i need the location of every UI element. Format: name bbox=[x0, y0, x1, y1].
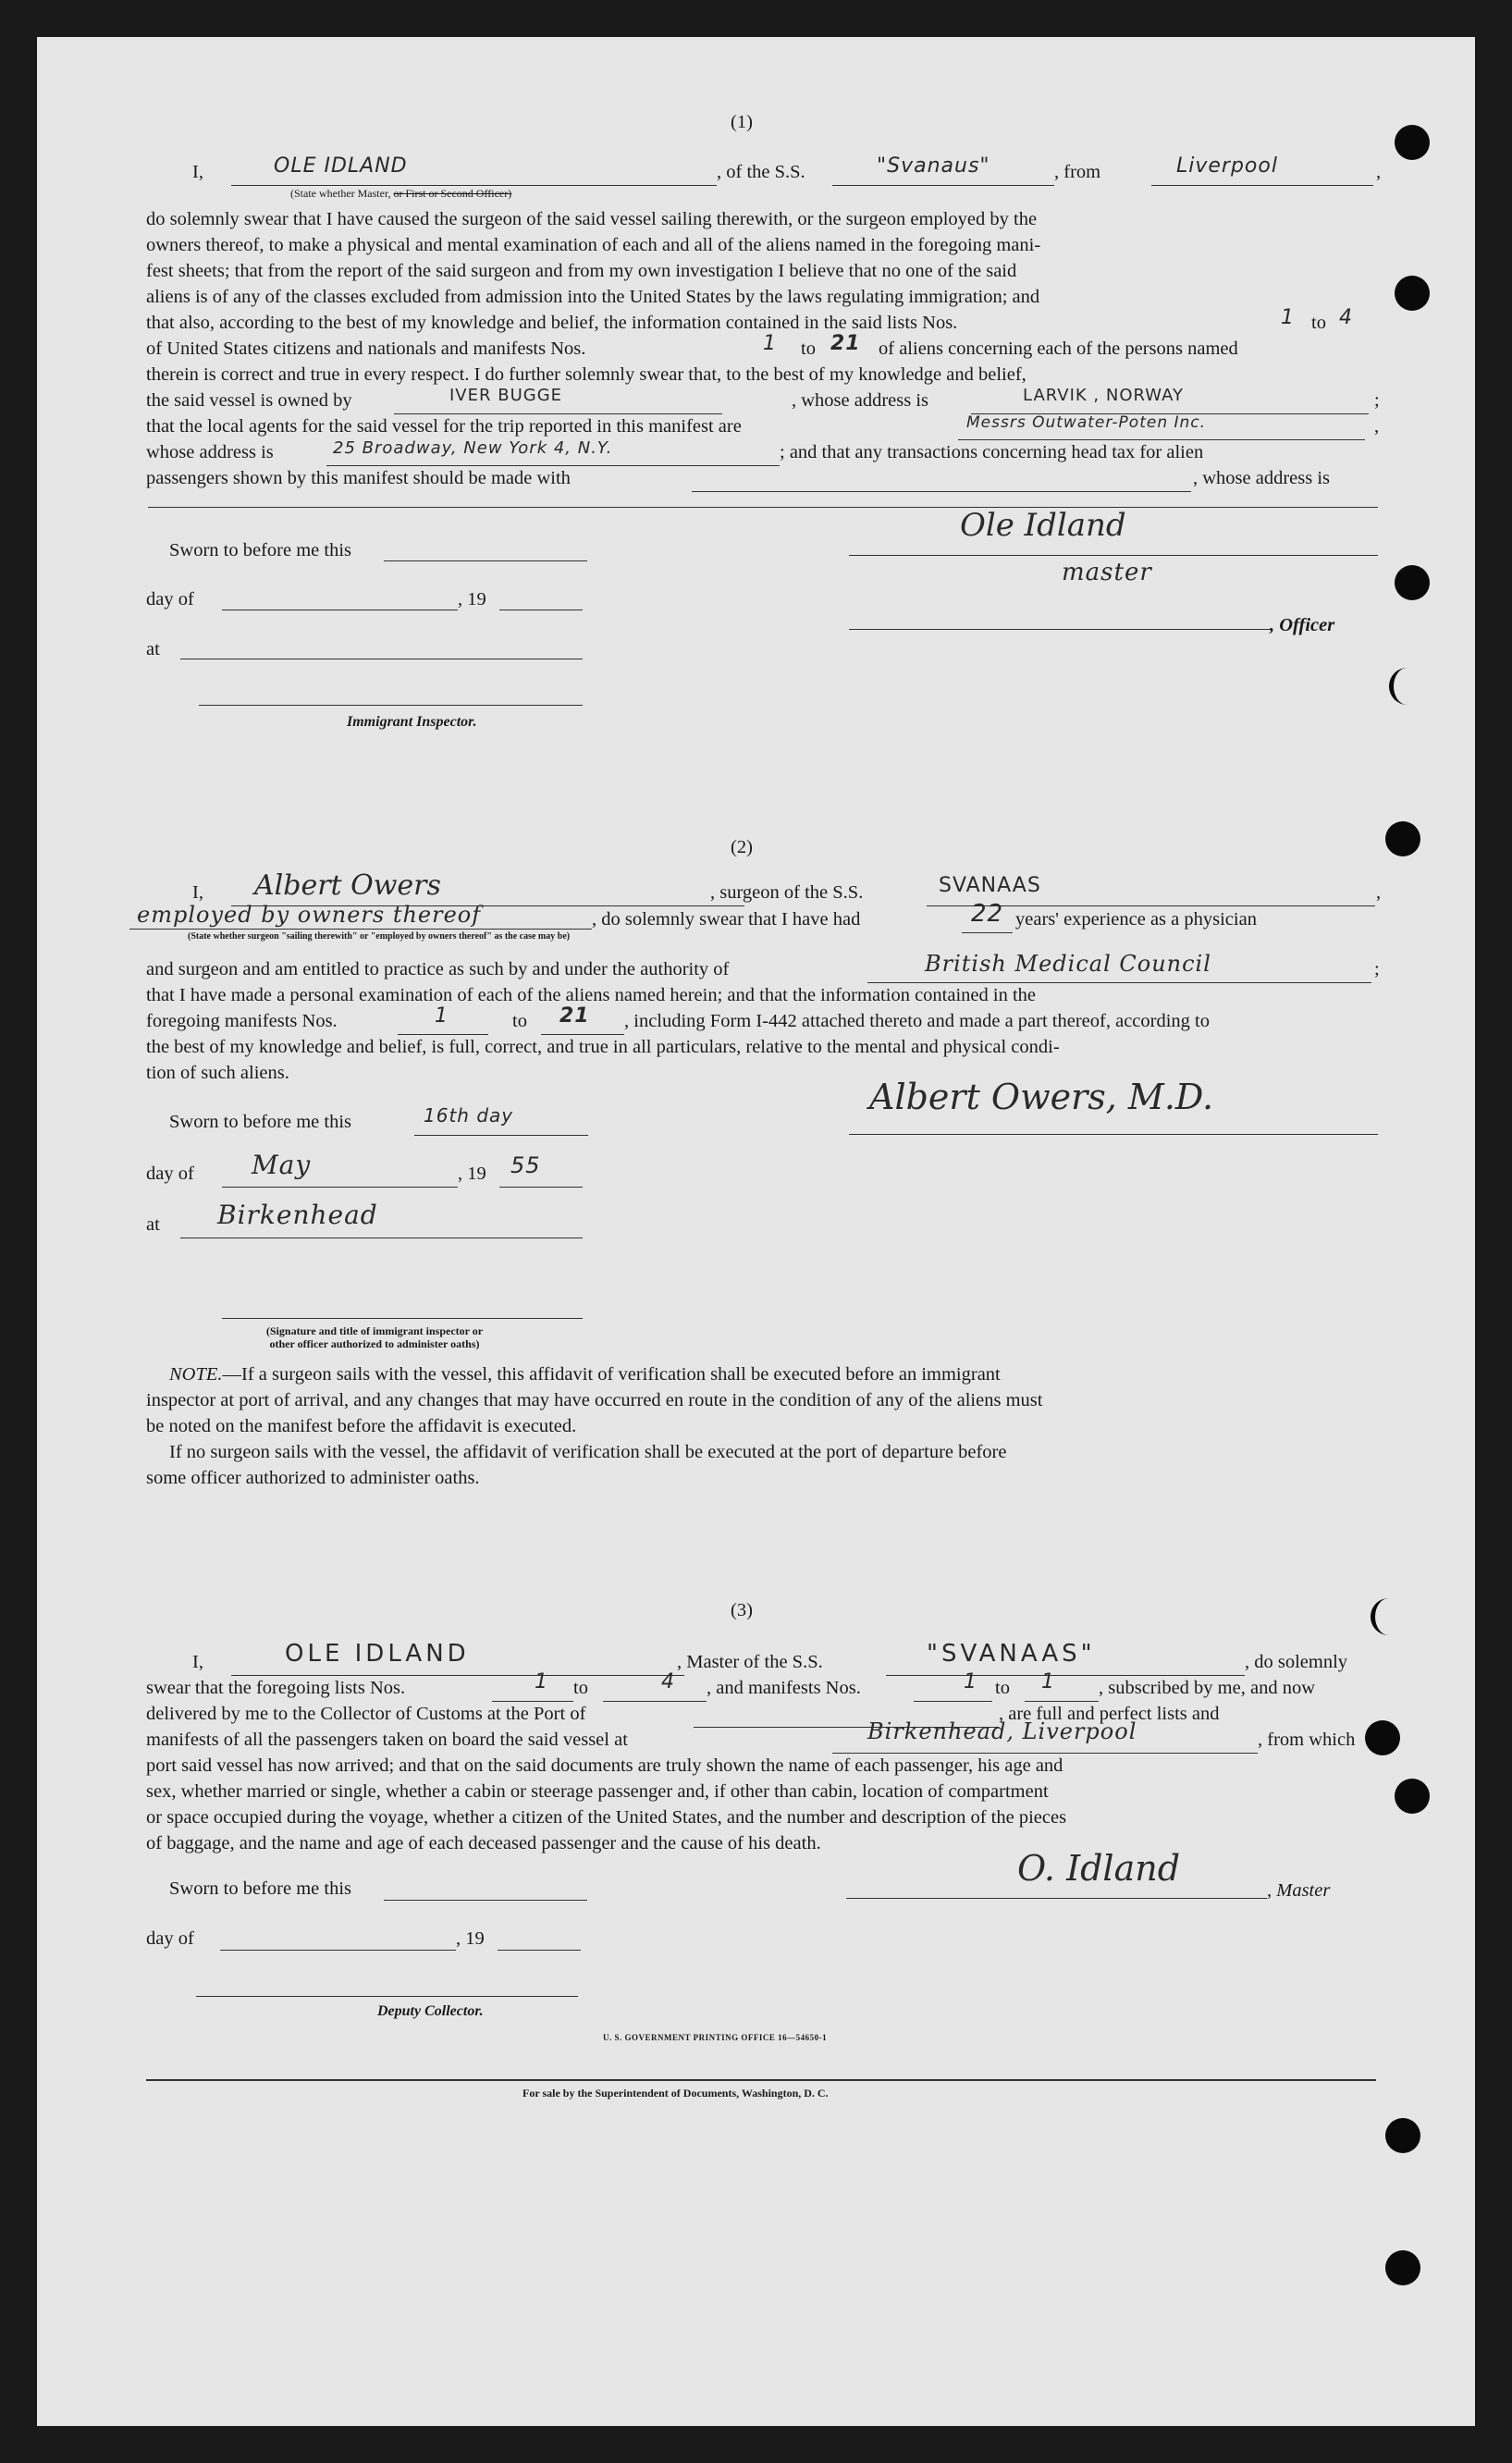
paragraph-line: that I have made a personal examination of each of the aliens named herein; and that the information contained in the bbox=[146, 985, 1036, 1005]
owner-address-handwritten: LARVIK , NORWAY bbox=[1023, 386, 1185, 405]
sworn-line bbox=[384, 1900, 587, 1901]
ship-line bbox=[832, 185, 1054, 186]
paragraph-line: or space occupied during the voyage, whether a citizen of the United States, and the number and description of the pieces bbox=[146, 1807, 1067, 1828]
year-handwritten: 55 bbox=[510, 1152, 541, 1178]
master-name-line bbox=[231, 185, 717, 186]
punch-hole bbox=[1395, 276, 1430, 311]
text: , bbox=[1376, 882, 1382, 903]
employed-line bbox=[129, 929, 592, 930]
punch-hole bbox=[1385, 2250, 1420, 2285]
text: , from which bbox=[1258, 1730, 1356, 1750]
paragraph-line: owners thereof, to make a physical and mental examination of each and all of the aliens named in the foregoing mani- bbox=[146, 235, 1041, 255]
text: , do solemnly bbox=[1245, 1652, 1348, 1672]
paragraph-line: fest sheets; that from the report of the said surgeon and from my own investigation I believe that no one of the said bbox=[146, 261, 1017, 281]
note-line: some officer authorized to administer oaths. bbox=[146, 1468, 480, 1488]
text: ; bbox=[1374, 959, 1380, 979]
paragraph-line: passengers shown by this manifest should be made with bbox=[146, 468, 571, 488]
note-line: inspector at port of arrival, and any changes that may have occurred en route in the condition of any of the aliens must bbox=[146, 1390, 1043, 1410]
manifests-to: 21 bbox=[559, 1004, 590, 1028]
authority-handwritten: British Medical Council bbox=[925, 951, 1211, 977]
text: to bbox=[995, 1678, 1010, 1698]
sworn-label: Sworn to before me this bbox=[169, 540, 351, 560]
paragraph-line: and surgeon and am entitled to practice as such by and under the authority of bbox=[146, 959, 730, 979]
text: to bbox=[573, 1678, 588, 1698]
inspector-line bbox=[222, 1318, 583, 1319]
manifests-from: 1 bbox=[435, 1004, 449, 1028]
lists-from: 1 bbox=[1281, 306, 1295, 329]
text: , subscribed by me, and now bbox=[1099, 1678, 1315, 1698]
punch-hole bbox=[1395, 565, 1430, 600]
year-label: , 19 bbox=[458, 1164, 486, 1184]
master-name-handwritten: OLE IDLAND bbox=[285, 1640, 470, 1668]
paragraph-line: , whose address is bbox=[1193, 468, 1331, 488]
month-handwritten: May bbox=[252, 1150, 312, 1180]
paragraph-line: of United States citizens and nationals and manifests Nos. bbox=[146, 339, 586, 359]
punch-hole bbox=[1365, 1720, 1400, 1755]
officer-line bbox=[849, 629, 1270, 630]
text: I, bbox=[192, 1652, 203, 1672]
master-name-handwritten: OLE IDLAND bbox=[274, 154, 408, 178]
punch-hole bbox=[1395, 1779, 1430, 1814]
paragraph-line: whose address is bbox=[146, 442, 274, 462]
state-note: (State whether surgeon "sailing therewith" or "employed by owners thereof" as the case may be) bbox=[188, 931, 571, 942]
manifests-from: 1 bbox=[763, 332, 777, 355]
footer-rule bbox=[146, 2079, 1376, 2081]
manifests-to: 1 bbox=[1041, 1670, 1055, 1693]
place-handwritten: Birkenhead bbox=[217, 1200, 378, 1230]
at-label: at bbox=[146, 1214, 160, 1235]
text: , Master of the S.S. bbox=[677, 1652, 823, 1672]
text: , surgeon of the S.S. bbox=[710, 882, 864, 903]
year-line bbox=[498, 1950, 581, 1951]
section-1-number: (1) bbox=[731, 112, 753, 132]
master-label: , Master bbox=[1267, 1880, 1331, 1901]
paragraph-line: do solemnly swear that I have caused the surgeon of the said vessel sailing therewith, or the surgeon employed by the bbox=[146, 209, 1038, 229]
paragraph-line: port said vessel has now arrived; and that on the said documents are truly shown the name of each passenger, his age and bbox=[146, 1755, 1063, 1776]
paragraph-line: the best of my knowledge and belief, is full, correct, and true in all particulars, relative to the mental and physical condi- bbox=[146, 1037, 1060, 1057]
text: , are full and perfect lists and bbox=[999, 1704, 1220, 1724]
manifests-to: 21 bbox=[830, 332, 861, 355]
port-line bbox=[1151, 185, 1373, 186]
sworn-label: Sworn to before me this bbox=[169, 1112, 351, 1132]
punch-hole bbox=[1385, 821, 1420, 856]
head-tax-line bbox=[692, 491, 1191, 492]
day-of-label: day of bbox=[146, 1928, 194, 1949]
years-line bbox=[962, 932, 1013, 933]
ship-name-handwritten: SVANAAS bbox=[939, 874, 1041, 897]
sale-note: For sale by the Superintendent of Documents, Washington, D. C. bbox=[522, 2087, 829, 2100]
punch-hole bbox=[1395, 125, 1430, 160]
sworn-day-handwritten: 16th day bbox=[424, 1104, 514, 1127]
note-line: be noted on the manifest before the affidavit is executed. bbox=[146, 1416, 577, 1436]
text: I, bbox=[192, 882, 203, 903]
punch-hole bbox=[1385, 2118, 1420, 2153]
day-line bbox=[222, 1187, 458, 1188]
port-handwritten: Liverpool bbox=[1176, 154, 1278, 178]
text: ; bbox=[1374, 390, 1380, 411]
agents-handwritten: Messrs Outwater-Poten Inc. bbox=[966, 413, 1207, 432]
signature-line bbox=[846, 1898, 1267, 1899]
document-page bbox=[37, 37, 1475, 2426]
address-blank-line bbox=[148, 507, 1378, 508]
at-label: at bbox=[146, 639, 160, 659]
text: years' experience as a physician bbox=[1015, 909, 1257, 930]
year-label: , 19 bbox=[456, 1928, 485, 1949]
text: , and manifests Nos. bbox=[707, 1678, 861, 1698]
ship-name-handwritten: "Svanaus" bbox=[877, 154, 990, 178]
surgeon-name-handwritten: Albert Owers bbox=[254, 869, 441, 902]
state-note: (State whether Master, or First or Second Officer) bbox=[290, 187, 512, 200]
agent-address-handwritten: 25 Broadway, New York 4, N.Y. bbox=[333, 438, 613, 458]
collector-line bbox=[196, 1996, 578, 1997]
text: I, bbox=[192, 162, 203, 182]
lists-from: 1 bbox=[535, 1670, 548, 1693]
lists-to: 4 bbox=[1339, 306, 1353, 329]
paragraph-line: ; and that any transactions concerning head tax for alien bbox=[780, 442, 1204, 462]
punch-hole-partial bbox=[1371, 1598, 1407, 1635]
officer-label: , Officer bbox=[1270, 615, 1335, 635]
paragraph-line: of baggage, and the name and age of each deceased passenger and the cause of his death. bbox=[146, 1833, 821, 1853]
lists-to: 4 bbox=[661, 1670, 675, 1693]
manifests-from-line bbox=[914, 1701, 992, 1702]
sworn-line bbox=[414, 1135, 588, 1136]
day-line bbox=[220, 1950, 456, 1951]
punch-hole-partial bbox=[1389, 668, 1425, 705]
signature-line bbox=[849, 1134, 1378, 1135]
paragraph-line: foregoing manifests Nos. bbox=[146, 1011, 338, 1031]
embark-handwritten: Birkenhead, Liverpool bbox=[867, 1718, 1137, 1744]
paragraph-line: that the local agents for the said vessel for the trip reported in this manifest are bbox=[146, 416, 742, 437]
text: , of the S.S. bbox=[717, 162, 805, 182]
employed-handwritten: employed by owners thereof bbox=[137, 902, 482, 928]
text: to bbox=[1311, 313, 1326, 333]
section-2-number: (2) bbox=[731, 837, 753, 857]
text: , bbox=[1374, 416, 1380, 437]
text: , do solemnly swear that I have had bbox=[592, 909, 861, 930]
note-line: If no surgeon sails with the vessel, the affidavit of verification shall be executed at the port of departure before bbox=[169, 1442, 1007, 1462]
paragraph-line: delivered by me to the Collector of Customs at the Port of bbox=[146, 1704, 586, 1724]
paragraph-line: manifests of all the passengers taken on board the said vessel at bbox=[146, 1730, 628, 1750]
text: to bbox=[512, 1011, 527, 1031]
section-3-number: (3) bbox=[731, 1600, 753, 1620]
signature-line bbox=[849, 555, 1378, 556]
sworn-label: Sworn to before me this bbox=[169, 1878, 351, 1899]
paragraph-line: the said vessel is owned by bbox=[146, 390, 352, 411]
inspector-label: Immigrant Inspector. bbox=[347, 714, 477, 730]
paragraph-line: tion of such aliens. bbox=[146, 1063, 289, 1083]
inspector-line bbox=[199, 705, 583, 706]
owner-handwritten: IVER BUGGE bbox=[449, 386, 563, 405]
paragraph-line: sex, whether married or single, whether a cabin or steerage passenger and, if other than cabin, location of compartment bbox=[146, 1781, 1049, 1802]
surgeon-signature: Albert Owers, M.D. bbox=[869, 1077, 1214, 1117]
paragraph-line: aliens is of any of the classes excluded from admission into the United States by the laws regulating immigration; and bbox=[146, 287, 1040, 307]
year-label: , 19 bbox=[458, 589, 486, 610]
ship-name-handwritten: "SVANAAS" bbox=[927, 1640, 1096, 1668]
master-signature: O. Idland bbox=[1017, 1848, 1181, 1889]
collector-label: Deputy Collector. bbox=[377, 2003, 484, 2019]
text: , from bbox=[1054, 162, 1101, 182]
lists-to-line bbox=[603, 1701, 707, 1702]
printing-office: U. S. GOVERNMENT PRINTING OFFICE 16—54650-1 bbox=[603, 2033, 828, 2042]
manifests-from: 1 bbox=[964, 1670, 977, 1693]
paragraph-line: therein is correct and true in every respect. I do further solemnly swear that, to the best of my knowledge and belief, bbox=[146, 364, 1026, 385]
day-of-label: day of bbox=[146, 1164, 194, 1184]
text: , bbox=[1376, 162, 1382, 182]
year-line bbox=[499, 1187, 583, 1188]
paragraph-line: that also, according to the best of my knowledge and belief, the information contained in the said lists Nos. bbox=[146, 313, 958, 333]
day-of-label: day of bbox=[146, 589, 194, 610]
note-line: NOTE.—If a surgeon sails with the vessel, this affidavit of verification shall be executed before an immigrant bbox=[169, 1364, 1001, 1385]
text: , whose address is bbox=[792, 390, 929, 411]
signature-title: master bbox=[1062, 559, 1152, 586]
master-signature: Ole Idland bbox=[960, 507, 1126, 544]
years-handwritten: 22 bbox=[971, 900, 1004, 928]
paragraph-line: of aliens concerning each of the persons named bbox=[879, 339, 1238, 359]
paragraph-line: , including Form I-442 attached thereto and made a part thereof, according to bbox=[624, 1011, 1210, 1031]
sworn-line bbox=[384, 560, 587, 561]
paragraph-line: swear that the foregoing lists Nos. bbox=[146, 1678, 406, 1698]
signature-note: (Signature and title of immigrant inspector or other officer authorized to administer oaths) bbox=[265, 1324, 484, 1350]
text: to bbox=[801, 339, 816, 359]
